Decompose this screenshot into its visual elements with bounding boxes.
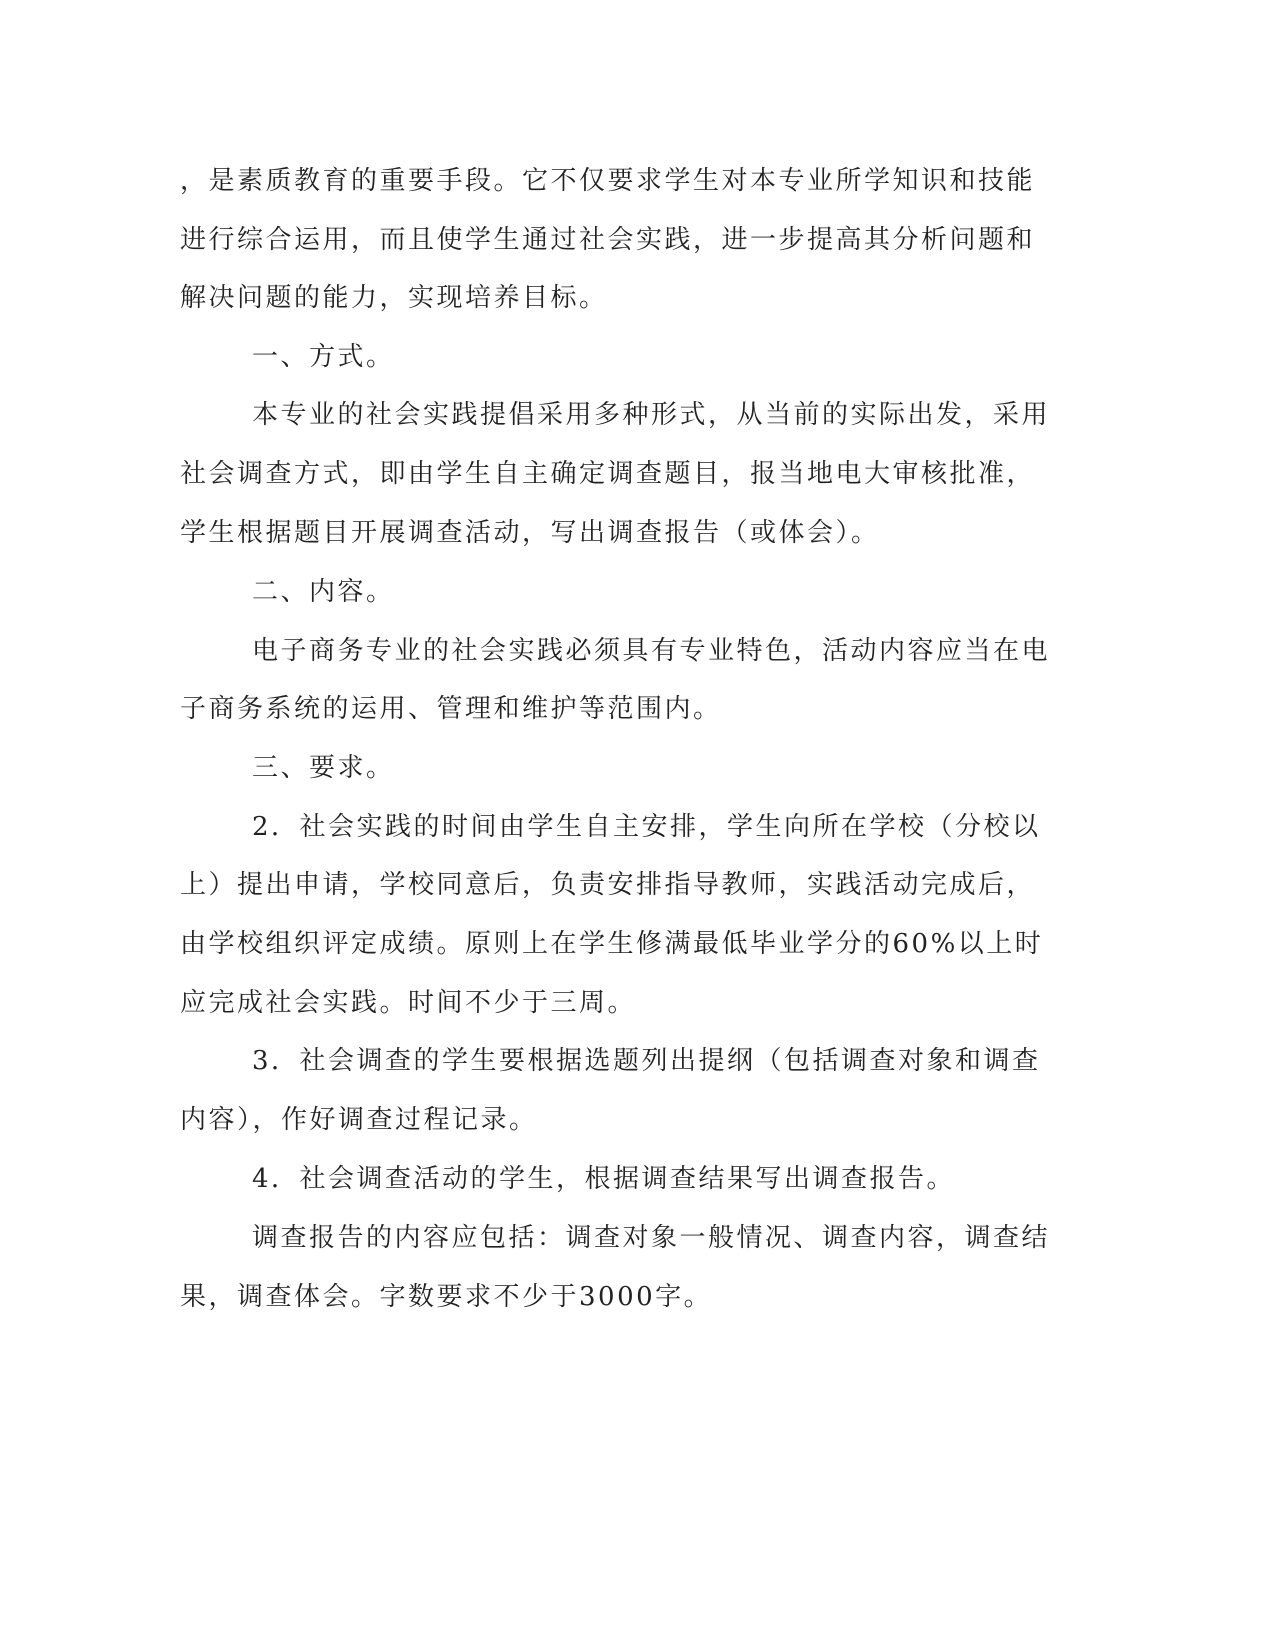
text-line: 解决问题的能力，实现培养目标。 (180, 283, 608, 313)
section-heading: 二、内容。 (252, 577, 395, 607)
text-line: 子商务系统的运用、管理和维护等范围内。 (180, 694, 722, 724)
text-line: 电子商务专业的社会实践必须具有专业特色，活动内容应当在电 (252, 636, 1051, 666)
text-line: ，是素质教育的重要手段。它不仅要求学生对本专业所学知识和技能 (180, 166, 1036, 196)
text-line: 上）提出申请，学校同意后，负责安排指导教师，实践活动完成后， (180, 870, 1036, 900)
text-line: 调查报告的内容应包括：调查对象一般情况、调查内容，调查结 (252, 1223, 1051, 1253)
text-line: 由学校组织评定成绩。原则上在学生修满最低毕业学分的60%以上时 (180, 929, 1044, 959)
section-heading: 一、方式。 (252, 342, 395, 372)
text-line: 3．社会调查的学生要根据选题列出提纲（包括调查对象和调查 (252, 1046, 1041, 1076)
text-line: 社会调查方式，即由学生自主确定调查题目，报当地电大审核批准， (180, 459, 1036, 489)
text-line: 应完成社会实践。时间不少于三周。 (180, 988, 637, 1018)
text-line: 2．社会实践的时间由学生自主安排，学生向所在学校（分校以 (252, 812, 1041, 842)
text-line: 学生根据题目开展调查活动，写出调查报告（或体会）。 (180, 518, 880, 548)
text-line: 4．社会调查活动的学生，根据调查结果写出调查报告。 (252, 1164, 956, 1194)
section-heading: 三、要求。 (252, 753, 395, 783)
text-line: 进行综合运用，而且使学生通过社会实践，进一步提高其分析问题和 (180, 225, 1036, 255)
text-line: 果，调查体会。字数要求不少于3000字。 (180, 1282, 713, 1312)
text-line: 本专业的社会实践提倡采用多种形式，从当前的实际出发，采用 (252, 400, 1051, 430)
text-line: 内容），作好调查过程记录。 (180, 1105, 538, 1135)
